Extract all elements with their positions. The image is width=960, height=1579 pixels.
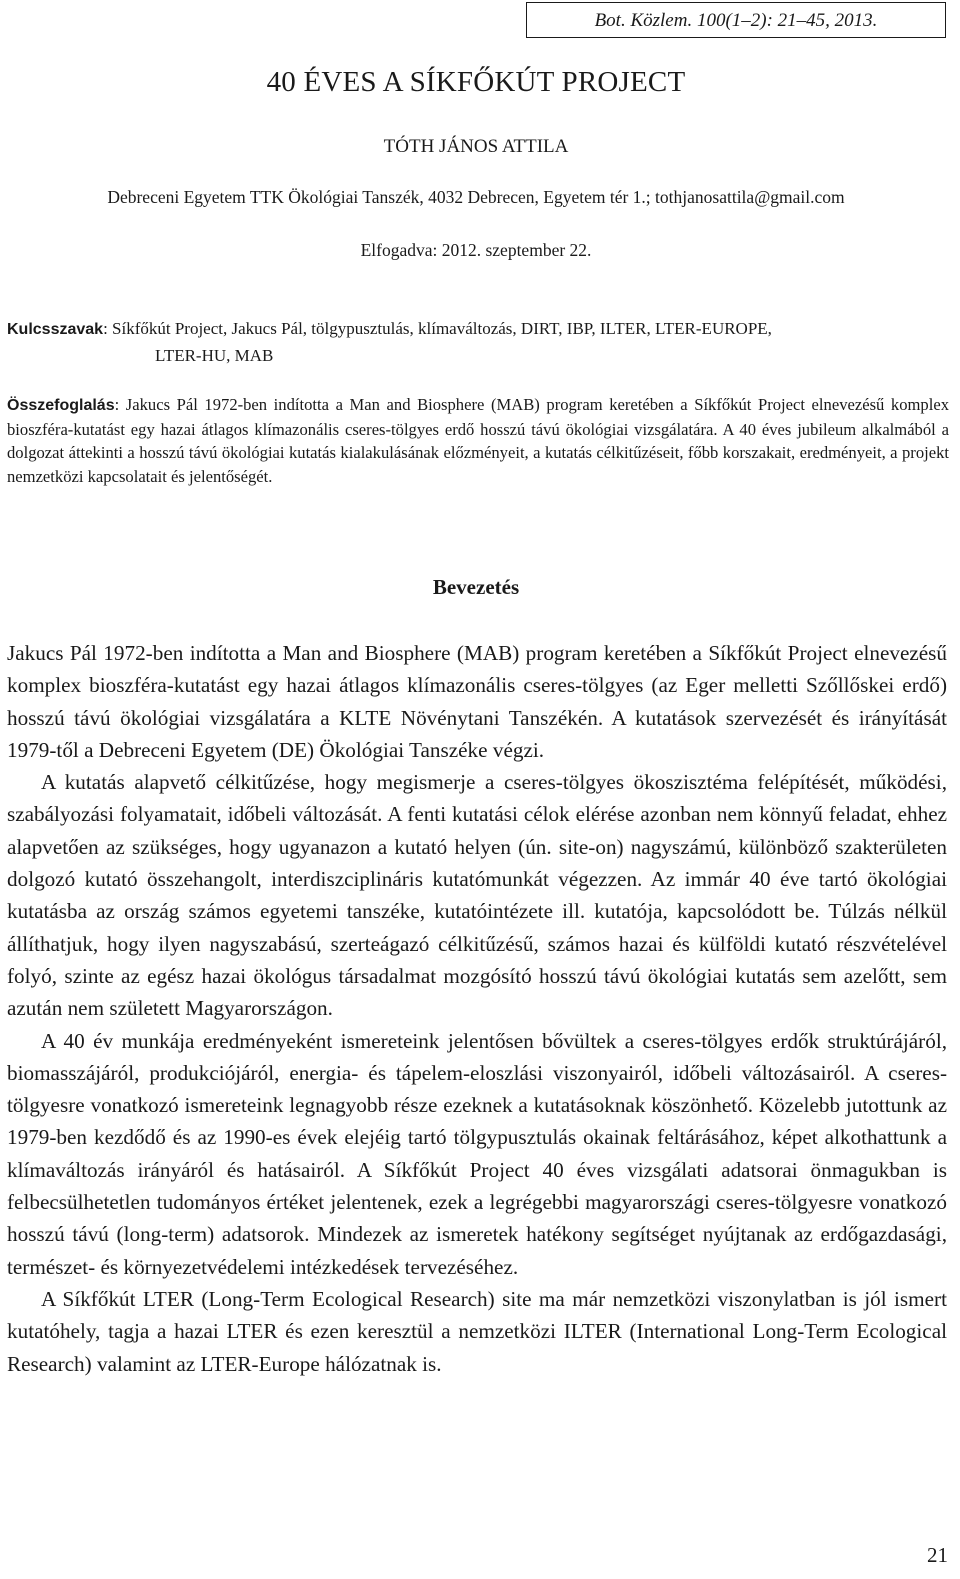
abstract-block bbox=[7, 393, 949, 488]
section-heading: Bevezetés bbox=[432, 575, 520, 599]
article-title: 40 ÉVES A SÍKFŐKÚT PROJECT bbox=[266, 66, 686, 98]
keywords-block bbox=[7, 316, 947, 369]
paragraph-2: A kutatás alapvető célkitűzése, hogy megismerje a cseres-tölgyes ökoszisztéma felépítését, működési, szabályozási folyamatait, időbeli változását. A fenti kutatási célok elérése azonban nem könnyű feladat, ehhez alapvetően az szükséges, hogy ugyanazon a kutató helyen (ún. site-on) nagyszámú, különböző szakterületen dolgozó kutató összehangolt, interdiszciplináris kutatómunkát végezzen. Az immár 40 éve tartó ökológiai kutatásba az ország számos egyetemi tanszéke, kutatóintézete ill. kutatója, kapcsolódott be. Túlzás nélkül állíthatjuk, hogy ilyen nagyszabású, szerteágazó célkitűzésű, számos hazai és külföldi kutató részvételével folyó, szinte az egész hazai ökológus társadalmat mozgósító hosszú távú ökológiai kutatás sem azelőtt, sem azután nem született Magyarországon. bbox=[7, 770, 947, 1021]
author-name: TÓTH JÁNOS ATTILA bbox=[383, 136, 569, 157]
paragraph-4: A Síkfőkút LTER (Long-Term Ecological Research) site ma már nemzetközi viszonylatban is jól ismert kutatóhely, tagja a hazai LTER és ezen keresztül a nemzetközi ILTER (International Long-Term Ecological Research) valamint az LTER-Europe hálózatnak is. bbox=[7, 1286, 947, 1376]
journal-reference: Bot. Közlem. 100(1–2): 21–45, 2013. bbox=[526, 2, 946, 38]
keywords-line-1: : Síkfőkút Project, Jakucs Pál, tölgypusztulás, klímaváltozás, DIRT, IBP, ILTER, LTER-EUROPE, bbox=[103, 319, 772, 338]
author-affiliation: Debreceni Egyetem TTK Ökológiai Tanszék, 4032 Debrecen, Egyetem tér 1.; tothjanosattila@gmail.com bbox=[107, 187, 845, 207]
abstract-label: Összefoglalás bbox=[7, 397, 115, 414]
paragraph-3: A 40 év munkája eredményeként ismereteink jelentősen bővültek a cseres-tölgyes erdők struktúrájáról, biomasszájáról, produkciójáról, energia- és tápelem-eloszlási viszonyairól, időbeli változásairól. A cseres-tölgyesre vonatkozó ismereteink legnagyobb része ezeknek a kutatásoknak köszönhető. Közelebb jutottunk az 1979-ben kezdődő és az 1990-es évek elejéig tartó tölgypusztulás okainak feltárásához, képet alkothattunk a klímaváltozás irányáról és hatásairól. A Síkfőkút Project 40 éves vizsgálati adatsorai önmagukban is felbecsülhetetlen tudományos értéket jelentenek, ezek a legrégebbi magyarországi cseres-tölgyesre vonatkozó hosszú távú (long-term) adatsorok. Mindezek az ismeretek hatékony segítséget nyújtanak az erdőgazdasági, természet- és környezetvédelemi intézkedések tervezéséhez. bbox=[7, 1028, 947, 1279]
page-number: 21 bbox=[927, 1543, 948, 1567]
body-text bbox=[7, 637, 947, 1380]
keywords-label: Kulcsszavak bbox=[7, 321, 104, 338]
abstract-text: : Jakucs Pál 1972-ben indította a Man and Biosphere (MAB) program keretében a Síkfőkút Project elnevezésű komplex bioszféra-kutatást egy hazai átlagos klímazonális cseres-tölgyes erdő hosszú távú ökológiai vizsgálatára. A 40 éves jubileum alkalmából a dolgozat áttekinti a hosszú távú ökológiai kutatás kialakulásának előzményeit, a kutatás célkitűzéseit, főbb korszakait, eredményeit, a projekt nemzetközi kapcsolatait és jelentőségét. bbox=[7, 395, 949, 486]
accepted-date: Elfogadva: 2012. szeptember 22. bbox=[360, 240, 592, 260]
keywords-line-2: LTER-HU, MAB bbox=[155, 346, 274, 365]
paragraph-1: Jakucs Pál 1972-ben indította a Man and Biosphere (MAB) program keretében a Síkfőkút Project elnevezésű komplex bioszféra-kutatást egy hazai átlagos klímazonális cseres-tölgyes (az Eger melletti Szőllőskei erdő) hosszú távú ökológiai vizsgálatára a KLTE Növénytani Tanszékén. A kutatások szervezését és irányítását 1979-től a Debreceni Egyetem (DE) Ökológiai Tanszéke végzi. bbox=[7, 641, 947, 762]
